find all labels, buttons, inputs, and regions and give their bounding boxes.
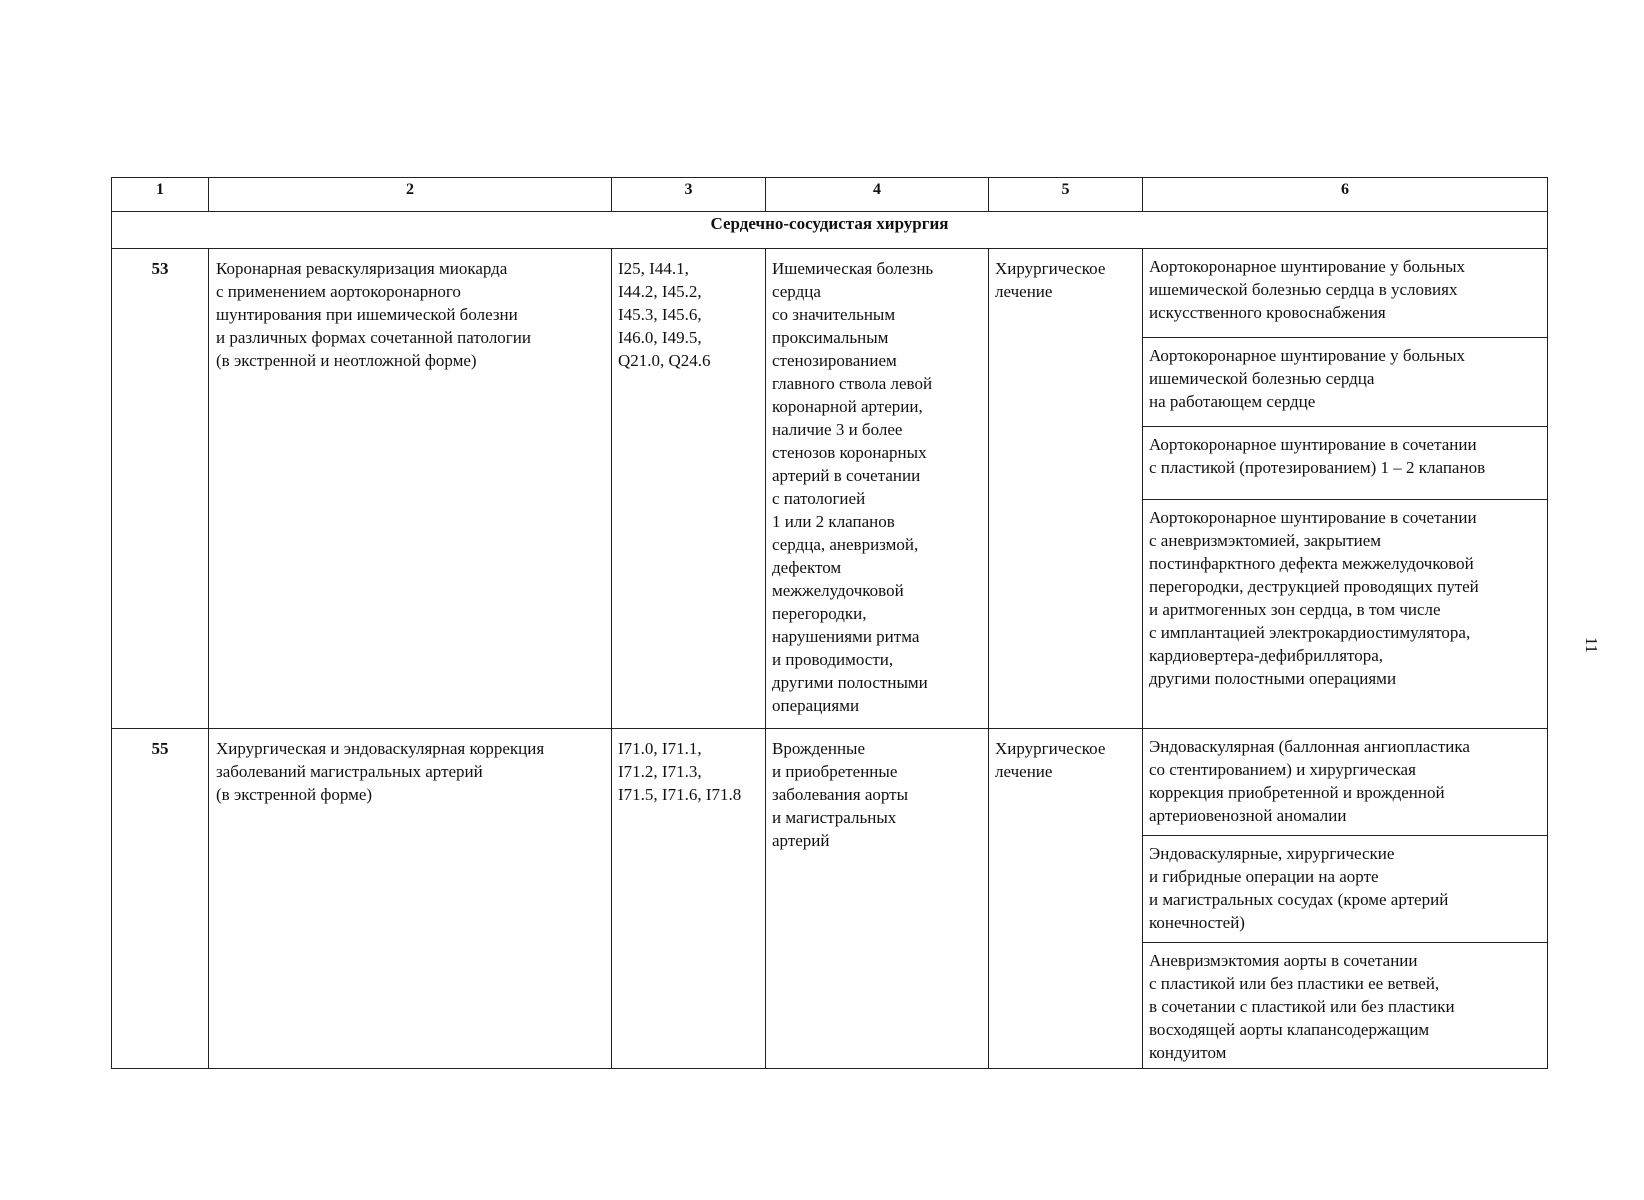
text-line: Врожденные xyxy=(772,739,866,758)
text-line: и приобретенные xyxy=(772,762,898,781)
treatment-type xyxy=(989,249,1143,729)
text-line: Хирургическая и эндоваскулярная коррекция xyxy=(216,739,545,758)
text-line: I71.0, I71.1, xyxy=(618,739,702,758)
text-line: сердца xyxy=(772,282,821,301)
text-line: I71.2, I71.3, xyxy=(618,762,702,781)
text-line: Коронарная реваскуляризация миокарда xyxy=(216,259,508,278)
method-block xyxy=(1143,729,1547,836)
text-line: межжелудочковой xyxy=(772,581,904,600)
text-line: Ишемическая болезнь xyxy=(772,259,934,278)
text-line: конечностей) xyxy=(1149,913,1245,932)
text-line: наличие 3 и более xyxy=(772,420,903,439)
treatment-type xyxy=(989,729,1143,1069)
column-number-1: 1 xyxy=(112,178,209,212)
text-line: операциями xyxy=(772,696,860,715)
text-line: коронарной артерии, xyxy=(772,397,923,416)
text-line: Q21.0, Q24.6 xyxy=(618,351,711,370)
text-line: I46.0, I49.5, xyxy=(618,328,702,347)
column-number-2: 2 xyxy=(209,178,612,212)
care-type-name xyxy=(209,249,612,729)
method-block xyxy=(1143,338,1547,427)
method-block xyxy=(1143,249,1547,338)
text-line: и гибридные операции на аорте xyxy=(1149,867,1379,886)
text-line: со стентированием) и хирургическая xyxy=(1149,760,1416,779)
page-number: 11 xyxy=(1582,636,1602,654)
text-line: (в экстренной форме) xyxy=(216,785,373,804)
text-line: с имплантацией электрокардиостимулятора, xyxy=(1149,623,1471,642)
text-line: и аритмогенных зон сердца, в том числе xyxy=(1149,600,1441,619)
method-block xyxy=(1143,427,1547,500)
column-number-4: 4 xyxy=(766,178,989,212)
text-line: и различных формах сочетанной патологии xyxy=(216,328,531,347)
text-line: Аортокоронарное шунтирование у больных xyxy=(1149,346,1466,365)
table-row xyxy=(112,729,1548,1069)
text-line: кардиовертера-дефибриллятора, xyxy=(1149,646,1384,665)
disease-model xyxy=(766,729,989,1069)
text-line: коррекция приобретенной и врожденной xyxy=(1149,783,1445,802)
text-line: шунтирования при ишемической болезни xyxy=(216,305,518,324)
text-line: Аневризмэктомия аорты в сочетании xyxy=(1149,951,1418,970)
text-line: в сочетании с пластикой или без пластики xyxy=(1149,997,1455,1016)
text-line: на работающем сердце xyxy=(1149,392,1316,411)
text-line: I71.5, I71.6, I71.8 xyxy=(618,785,742,804)
row-number: 55 xyxy=(112,729,209,1069)
text-line: стенозов коронарных xyxy=(772,443,927,462)
text-line: главного ствола левой xyxy=(772,374,933,393)
text-line: заболевания аорты xyxy=(772,785,908,804)
column-number-row xyxy=(112,178,1548,212)
text-line: ишемической болезнью сердца в условиях xyxy=(1149,280,1458,299)
text-line: с применением аортокоронарного xyxy=(216,282,461,301)
text-line: (в экстренной и неотложной форме) xyxy=(216,351,477,370)
section-title: Сердечно-сосудистая хирургия xyxy=(112,212,1548,249)
method-block xyxy=(1143,836,1547,943)
method-block xyxy=(1143,500,1547,694)
text-line: артерий в сочетании xyxy=(772,466,921,485)
icd-codes xyxy=(612,729,766,1069)
text-line: другими полостными xyxy=(772,673,928,692)
row-number: 53 xyxy=(112,249,209,729)
column-number-6: 6 xyxy=(1143,178,1548,212)
text-line: дефектом xyxy=(772,558,842,577)
text-line: и магистральных xyxy=(772,808,897,827)
text-line: с пластикой или без пластики ее ветвей, xyxy=(1149,974,1440,993)
text-line: Эндоваскулярные, хирургические xyxy=(1149,844,1395,863)
icd-codes xyxy=(612,249,766,729)
text-line: ишемической болезнью сердца xyxy=(1149,369,1375,388)
column-number-3: 3 xyxy=(612,178,766,212)
text-line: Аортокоронарное шунтирование в сочетании xyxy=(1149,508,1477,527)
text-line: проксимальным xyxy=(772,328,889,347)
text-line: восходящей аорты клапансодержащим xyxy=(1149,1020,1430,1039)
text-line: искусственного кровоснабжения xyxy=(1149,303,1386,322)
text-line: Эндоваскулярная (баллонная ангиопластика xyxy=(1149,737,1470,756)
section-row xyxy=(112,212,1548,249)
text-line: лечение xyxy=(995,762,1053,781)
text-line: перегородки, xyxy=(772,604,867,623)
treatment-methods xyxy=(1143,249,1548,729)
text-line: заболеваний магистральных артерий xyxy=(216,762,483,781)
text-line: артерий xyxy=(772,831,830,850)
disease-model xyxy=(766,249,989,729)
text-line: Хирургическое xyxy=(995,739,1106,758)
text-line: другими полостными операциями xyxy=(1149,669,1397,688)
text-line: 1 или 2 клапанов xyxy=(772,512,895,531)
column-number-5: 5 xyxy=(989,178,1143,212)
treatment-methods xyxy=(1143,729,1548,1069)
text-line: I25, I44.1, xyxy=(618,259,689,278)
text-line: артериовенозной аномалии xyxy=(1149,806,1347,825)
text-line: I44.2, I45.2, xyxy=(618,282,702,301)
care-type-name xyxy=(209,729,612,1069)
text-line: и магистральных сосудах (кроме артерий xyxy=(1149,890,1449,909)
method-block xyxy=(1143,943,1547,1068)
text-line: нарушениями ритма xyxy=(772,627,920,646)
text-line: с патологией xyxy=(772,489,866,508)
text-line: с аневризмэктомией, закрытием xyxy=(1149,531,1382,550)
text-line: Хирургическое xyxy=(995,259,1106,278)
text-line: Аортокоронарное шунтирование у больных xyxy=(1149,257,1466,276)
services-table xyxy=(111,177,1548,1069)
text-line: сердца, аневризмой, xyxy=(772,535,919,554)
text-line: с пластикой (протезированием) 1 – 2 клапанов xyxy=(1149,458,1486,477)
table-row xyxy=(112,249,1548,729)
text-line: стенозированием xyxy=(772,351,897,370)
text-line: кондуитом xyxy=(1149,1043,1227,1062)
text-line: лечение xyxy=(995,282,1053,301)
text-line: постинфарктного дефекта межжелудочковой xyxy=(1149,554,1474,573)
text-line: перегородки, деструкцией проводящих путей xyxy=(1149,577,1479,596)
text-line: со значительным xyxy=(772,305,896,324)
text-line: Аортокоронарное шунтирование в сочетании xyxy=(1149,435,1477,454)
text-line: I45.3, I45.6, xyxy=(618,305,702,324)
text-line: и проводимости, xyxy=(772,650,894,669)
